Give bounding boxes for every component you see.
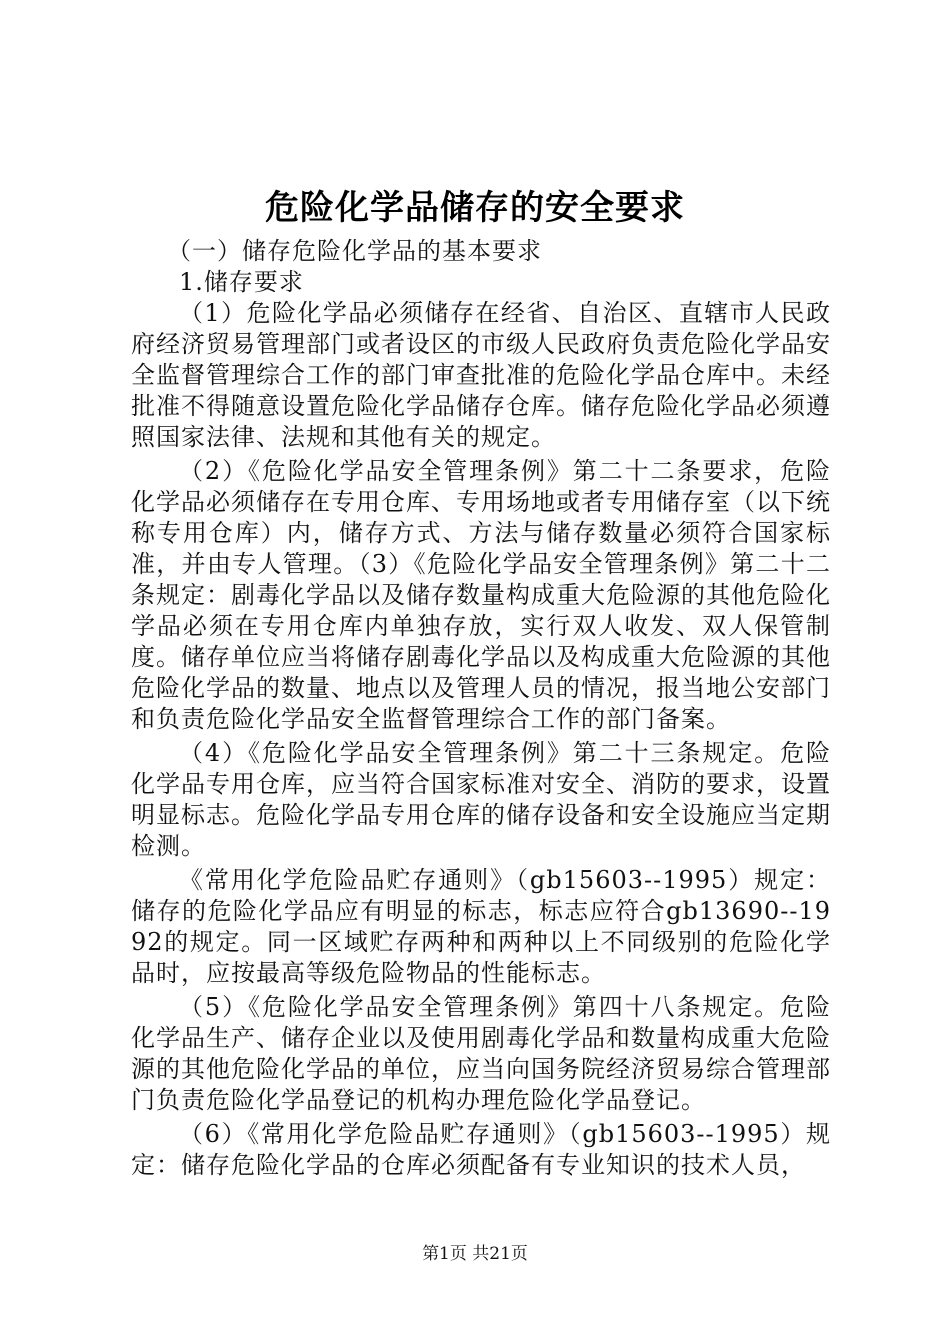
- page-footer: 第1页 共21页: [422, 1244, 528, 1264]
- subsection-heading: 1.储存要求: [179, 268, 304, 296]
- paragraph: （4）《危险化学品安全管理条例》第二十三条规定。危险化学品专用仓库，应当符合国家标准对安全、消防的要求，设置明显标志。危险化学品专用仓库的储存设备和安全设施应当定期检测。: [131, 739, 831, 860]
- paragraph: （2）《危险化学品安全管理条例》第二十二条要求，危险化学品必须储存在专用仓库、专用场地或者专用储存室（以下统称专用仓库）内，储存方式、方法与储存数量必须符合国家标准，并由专人管理。（3）《危险化学品安全管理条例》第二十二条规定：剧毒化学品以及储存数量构成重大危险源的其他危险化学品必须在专用仓库内单独存放，实行双人收发、双人保管制度。储存单位应当将储存剧毒化学品以及构成重大危险源的其他危险化学品的数量、地点以及管理人员的情况，报当地公安部门和负责危险化学品安全监督管理综合工作的部门备案。: [131, 457, 831, 733]
- section-heading: （一）储存危险化学品的基本要求: [167, 237, 542, 265]
- document-body: [131, 236, 831, 1184]
- paragraph: （1）危险化学品必须储存在经省、自治区、直辖市人民政府经济贸易管理部门或者设区的市级人民政府负责危险化学品安全监督管理综合工作的部门审查批准的危险化学品仓库中。未经批准不得随意设置危险化学品储存仓库。储存危险化学品必须遵照国家法律、法规和其他有关的规定。: [131, 299, 831, 451]
- paragraph: （5）《危险化学品安全管理条例》第四十八条规定。危险化学品生产、储存企业以及使用剧毒化学品和数量构成重大危险源的其他危险化学品的单位，应当向国务院经济贸易综合管理部门负责危险化学品登记的机构办理危险化学品登记。: [131, 993, 831, 1114]
- paragraph: 《常用化学危险品贮存通则》（gb15603--1995）规定：储存的危险化学品应有明显的标志，标志应符合gb13690--1992的规定。同一区域贮存两种和两种以上不同级别的危险化学品时，应按最高等级危险物品的性能标志。: [131, 866, 831, 987]
- document-title: 危险化学品储存的安全要求: [265, 188, 685, 228]
- paragraph: （6）《常用化学危险品贮存通则》（gb15603--1995）规定：储存危险化学品的仓库必须配备有专业知识的技术人员，: [131, 1120, 831, 1179]
